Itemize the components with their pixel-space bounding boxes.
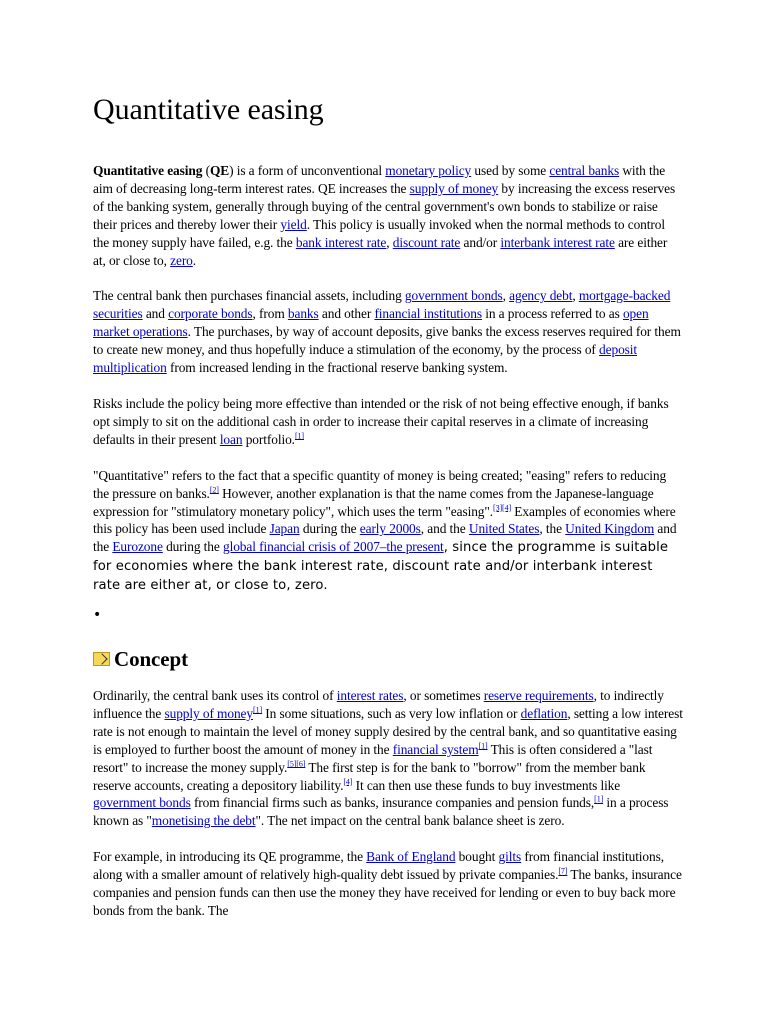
link-loan[interactable]: loan	[219, 431, 243, 447]
link-financial-institutions[interactable]: financial institutions	[374, 306, 482, 322]
risks-paragraph: Risks include the policy being more effective than intended or the risk of not being effective enough, if banks opt simply to sit on the additional cash in order to increase their capital reserves in a climate of increasing defaults in their present loan portfolio.[1]	[93, 395, 669, 447]
link-supply-of-money-2[interactable]: supply of money	[164, 705, 253, 721]
link-united-states[interactable]: United States	[468, 521, 540, 537]
reference-2[interactable]: [2]	[209, 485, 219, 495]
link-interest-rates[interactable]: interest rates	[336, 688, 404, 704]
link-deflation[interactable]: deflation	[520, 705, 568, 721]
term-bold: Quantitative easing	[93, 163, 203, 178]
link-banks[interactable]: banks	[287, 306, 319, 322]
reference-5-6[interactable]: [5][6]	[287, 759, 306, 769]
link-yield[interactable]: yield	[280, 216, 307, 232]
link-gilts[interactable]: gilts	[498, 849, 522, 865]
link-bank-interest-rate[interactable]: bank interest rate	[295, 234, 387, 250]
link-deposit-multiplication[interactable]: deposit multiplication	[93, 342, 638, 376]
intro-paragraph: Quantitative easing (QE) is a form of unconventional monetary policy used by some central banks with the aim of decreasing long-term interest rates. QE increases the supply of money by increasing the excess reserves of the banking system, generally through buying of the central government's own bonds to stabilize or raise their prices and thereby lower their yield. This policy is usually invoked when the normal methods to control the money supply have failed, e.g. the bank interest rate, discount rate and/or interbank interest rate are either at, or close to, zero.	[93, 163, 676, 268]
link-global-financial-crisis[interactable]: global financial crisis of 2007–the present	[223, 539, 444, 555]
reference-4[interactable]: [4]	[343, 777, 353, 787]
abbr-bold: QE	[209, 163, 230, 178]
link-interbank-interest-rate[interactable]: interbank interest rate	[500, 234, 615, 250]
link-government-bonds-2[interactable]: government bonds	[93, 795, 191, 811]
concept-paragraph-1: Ordinarily, the central bank uses its control of interest rates, or sometimes reserve requirements, to indirectly influence the supply of money[1] In some situations, such as very low inflation or deflation, setting a low interest rate is not enough to maintain the level of money supply desired by the central bank, and so quantitative easing is employed to further boost the amount of money in the financial system[1] This is often considered a "last resort" to increase the money supply.[5][6] The first step is for the bank to "borrow" from the member bank reserve accounts, creating a depository liability.[4] It can then use these funds to buy investments like government bonds from financial firms such as banks, insurance companies and pension funds,[1] in a process known as "monetising the debt". The net impact on the central bank balance sheet is zero.	[93, 688, 683, 829]
link-central-banks[interactable]: central banks	[549, 163, 620, 178]
reference-1[interactable]: [1]	[294, 431, 304, 441]
link-financial-system[interactable]: financial system	[392, 741, 479, 757]
section-heading-concept: Concept	[93, 645, 683, 673]
link-government-bonds[interactable]: government bonds	[404, 288, 503, 304]
reference-1d[interactable]: [1]	[594, 795, 604, 804]
edit-icon[interactable]	[93, 652, 110, 666]
link-discount-rate[interactable]: discount rate	[392, 234, 461, 250]
concept-paragraph-2: For example, in introducing its QE programme, the Bank of England bought gilts from financial institutions, along with a smaller amount of relatively high-quality debt issued by private companies.[7] The banks, insurance companies and pension funds can then use the money they have received for lending or even to buy back more bonds from the bank. The	[93, 849, 682, 918]
purchases-paragraph: The central bank then purchases financial assets, including government bonds, agency debt, mortgage-backed securities and corporate bonds, from banks and other financial institutions in a process referred to as open market operations. The purchases, by way of account deposits, give banks the excess reserves required for them to create new money, and thus hopefully induce a stimulation of the economy, by the process of deposit multiplication from increased lending in the fractional reserve banking system.	[93, 288, 681, 376]
link-japan[interactable]: Japan	[269, 521, 300, 537]
link-eurozone[interactable]: Eurozone	[112, 539, 163, 555]
reference-1b[interactable]: [1]	[253, 705, 263, 715]
link-early-2000s[interactable]: early 2000s	[359, 521, 421, 537]
page-title: Quantitative easing	[93, 93, 324, 126]
article-body	[93, 88, 683, 938]
link-monetary-policy[interactable]: monetary policy	[385, 163, 472, 178]
etymology-paragraph: "Quantitative" refers to the fact that a specific quantity of money is being created; "easing" refers to reducing the pressure on banks.[2] However, another explanation is that the name comes from the Japanese-language expression for "stimulatory monetary policy", which uses the term "easing".[3][4] Examples of economies where this policy has been used include Japan during the early 2000s, and the United States, the United Kingdom and the Eurozone during the global financial crisis of 2007–the present, since the programme is suitable for economies where the bank interest rate, discount rate and/or interbank interest rate are either at, or close to, zero.	[93, 467, 677, 594]
link-mortgage-backed-securities[interactable]: mortgage-backed securities	[93, 288, 671, 322]
link-corporate-bonds[interactable]: corporate bonds	[168, 306, 253, 322]
reference-1c[interactable]: [1]	[478, 741, 488, 751]
link-zero[interactable]: zero	[170, 252, 193, 268]
link-bank-of-england[interactable]: Bank of England	[366, 849, 456, 865]
link-monetising-the-debt[interactable]: monetising the debt	[151, 813, 256, 829]
link-supply-of-money[interactable]: supply of money	[409, 180, 499, 196]
reference-3-4[interactable]: [3][4]	[493, 503, 512, 513]
sans-serif-tail: , since the programme is suitable for economies where the bank interest rate, discount rate and/or interbank interest rate are either at, or close to, zero.	[93, 540, 669, 594]
link-reserve-requirements[interactable]: reserve requirements	[483, 688, 594, 704]
bullet-point: •	[93, 607, 102, 624]
link-united-kingdom[interactable]: United Kingdom	[565, 521, 655, 537]
reference-7[interactable]: [7]	[558, 866, 568, 876]
link-agency-debt[interactable]: agency debt	[509, 288, 573, 304]
link-open-market-operations[interactable]: open market operations	[93, 306, 649, 340]
